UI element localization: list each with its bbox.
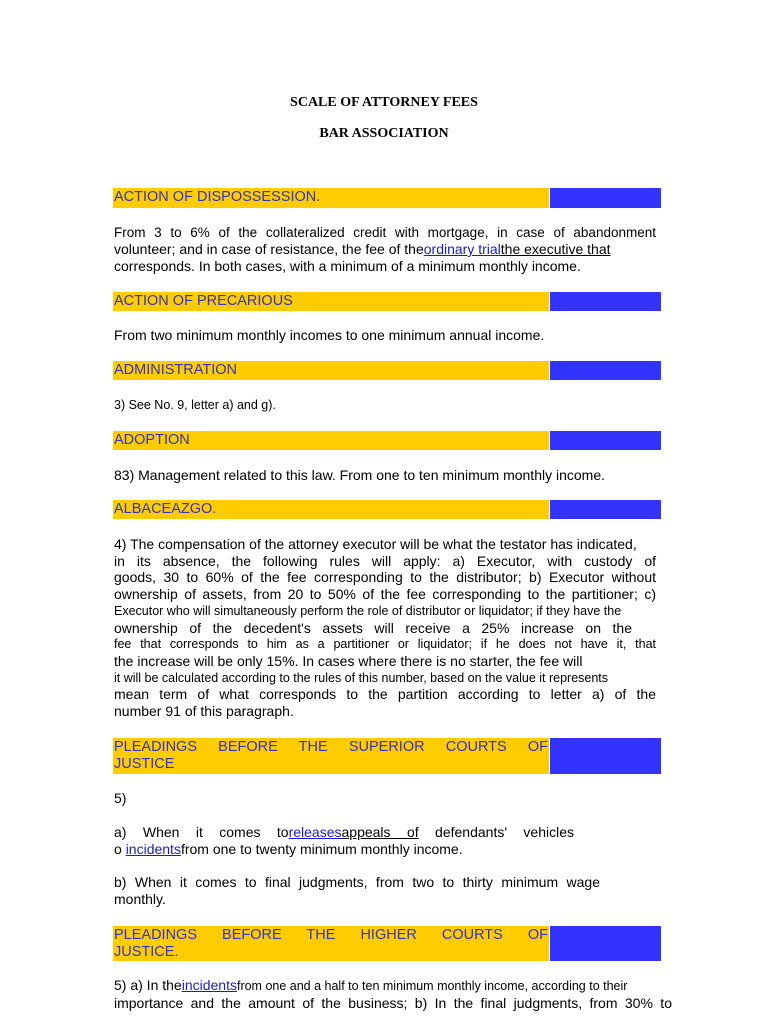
paragraph-line: volunteer; and in case of resistance, the fee of theordinary trialthe executive that — [114, 241, 611, 257]
section-header-accent — [550, 292, 661, 311]
section-paragraph: From two minimum monthly incomes to one minimum annual income. — [114, 327, 545, 343]
section-paragraph: 5) — [114, 790, 127, 806]
incidents-link[interactable]: incidents — [181, 977, 237, 993]
section-header-administration — [113, 361, 661, 380]
document-title: SCALE OF ATTORNEY FEES — [290, 95, 478, 110]
paragraph-line: ownership of the decedent's assets will receive a 25% increase on the — [114, 619, 632, 636]
section-header-accent — [550, 431, 661, 450]
section-header-accent — [550, 738, 661, 774]
section-header-precarious — [113, 292, 661, 311]
section-header-accent — [550, 188, 661, 208]
section-paragraph — [114, 536, 656, 720]
section-paragraph — [114, 824, 574, 858]
paragraph-line: 4) The compensation of the attorney executor will be what the testator has indicated, — [114, 536, 637, 552]
section-paragraph: 3) See No. 9, letter a) and g). — [114, 398, 276, 412]
paragraph-line: in its absence, the following rules will apply: a) Executor, with custody of — [114, 552, 656, 569]
section-heading-label: PLEADINGS BEFORE THE SUPERIOR COURTS OF JUSTICE — [114, 739, 548, 772]
section-heading-label: ACTION OF DISPOSSESSION. — [113, 188, 549, 208]
section-header-higher-courts — [113, 926, 661, 961]
paragraph-line: a) When it comes toreleasesappeals of defendants' vehicles — [114, 824, 574, 840]
paragraph-line: ownership of assets, from 20 to 50% of the fee corresponding to the partitioner; c) — [114, 586, 656, 603]
section-heading-label: PLEADINGS BEFORE THE HIGHER COURTS OF JUSTICE. — [114, 927, 548, 960]
section-paragraph — [114, 224, 656, 275]
section-heading-label: ACTION OF PRECARIOUS — [113, 292, 549, 311]
paragraph-line: corresponds. In both cases, with a minimum of a minimum monthly income. — [114, 258, 581, 274]
paragraph-line: importance and the amount of the business; b) In the final judgments, from 30% to — [114, 995, 672, 1011]
section-paragraph — [114, 977, 672, 1012]
paragraph-line: mean term of what corresponds to the partition according to letter a) of the — [114, 686, 656, 703]
document-subtitle: BAR ASSOCIATION — [319, 126, 449, 141]
paragraph-line: monthly. — [114, 891, 166, 907]
paragraph-line: fee that corresponds to him as a partitioner or liquidator; if he does not have it, that — [114, 637, 656, 652]
section-header-accent — [550, 926, 661, 961]
paragraph-line: From 3 to 6% of the collateralized credit with mortgage, in case of abandonment — [114, 225, 656, 240]
section-header-adoption — [113, 431, 661, 450]
paragraph-line: Executor who will simultaneously perform the role of distributor or liquidator; if they have the — [114, 603, 622, 618]
paragraph-line: the increase will be only 15%. In cases where there is no starter, the fee will — [114, 652, 583, 669]
section-heading-label: ADMINISTRATION — [113, 361, 549, 380]
paragraph-line: it will be calculated according to the rules of this number, based on the value it represents — [114, 670, 609, 685]
section-header-albaceazgo — [113, 500, 661, 519]
section-header-superior-courts — [113, 738, 661, 774]
paragraph-line: b) When it comes to final judgments, from two to thirty minimum wage — [114, 874, 600, 890]
section-header-accent — [550, 500, 661, 519]
paragraph-line: o incidentsfrom one to twenty minimum monthly income. — [114, 841, 463, 857]
section-paragraph: 83) Management related to this law. From one to ten minimum monthly income. — [114, 467, 605, 483]
ordinary-trial-link[interactable]: ordinary trial — [423, 241, 501, 257]
section-header-dispossession — [113, 188, 661, 208]
paragraph-line: goods, 30 to 60% of the fee corresponding to the distributor; b) Executor without — [114, 569, 656, 586]
releases-link[interactable]: releases — [288, 824, 342, 840]
section-paragraph — [114, 874, 600, 908]
paragraph-line: 5) a) In theincidentsfrom one and a half to ten minimum monthly income, according to their — [114, 977, 628, 993]
section-header-accent — [550, 361, 661, 380]
section-heading-label: ALBACEAZGO. — [113, 500, 549, 519]
incidents-link[interactable]: incidents — [125, 841, 181, 857]
paragraph-line: number 91 of this paragraph. — [114, 703, 294, 720]
section-heading-label: ADOPTION — [113, 431, 549, 450]
